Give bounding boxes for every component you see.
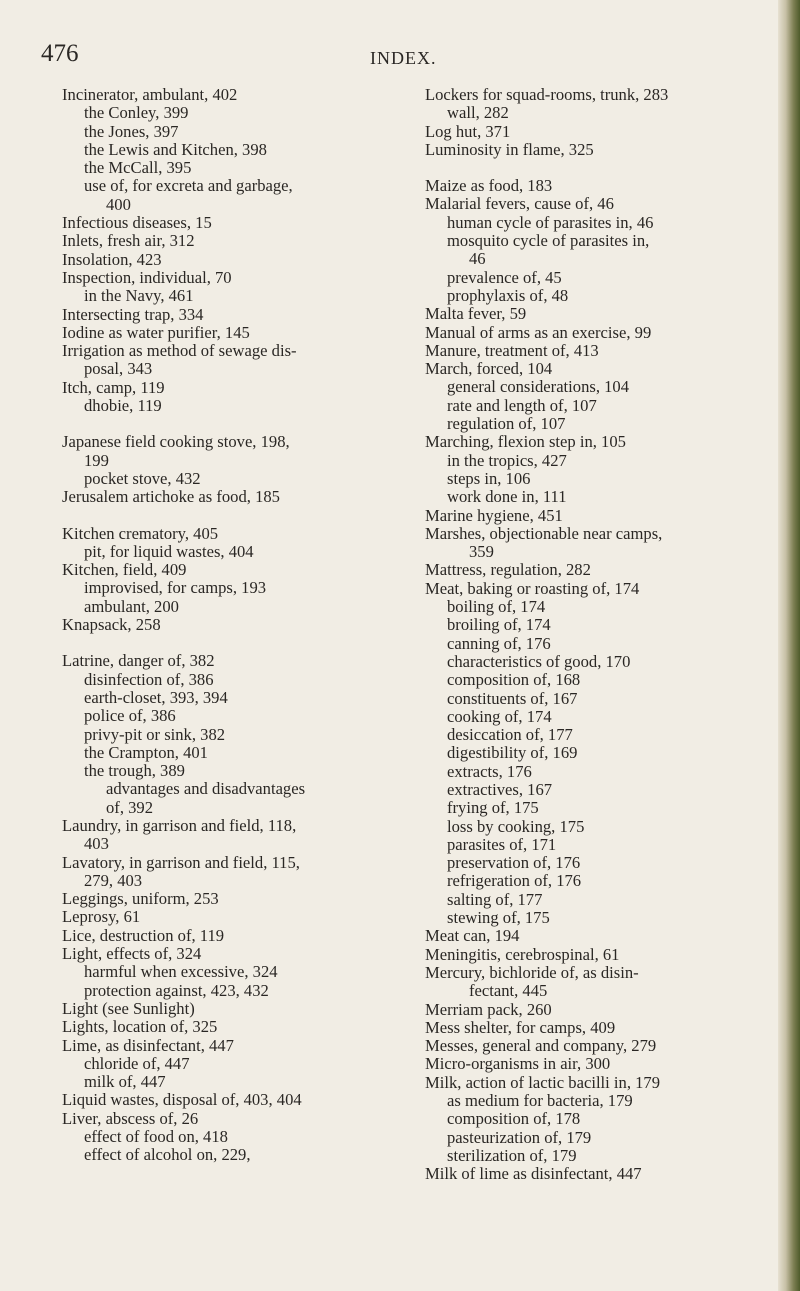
index-subentry: prevalence of, 45: [447, 267, 562, 287]
index-subentry: earth-closet, 393, 394: [84, 687, 228, 707]
index-subentry: constituents of, 167: [447, 688, 578, 708]
page-number: 476: [41, 40, 79, 67]
index-entry: Milk, action of lactic bacilli in, 179: [425, 1072, 661, 1092]
index-subentry: 46: [469, 249, 486, 269]
index-subentry: parasites of, 171: [447, 834, 557, 854]
index-entry: Mess shelter, for camps, 409: [425, 1017, 616, 1037]
index-subentry: salting of, 177: [447, 889, 543, 909]
index-subentry: regulation of, 107: [447, 414, 566, 434]
index-subentry: boiling of, 174: [447, 597, 546, 617]
index-entry: Intersecting trap, 334: [62, 304, 204, 324]
index-entry: Knapsack, 258: [62, 615, 161, 635]
index-subentry: use of, for excreta and garbage,: [84, 176, 293, 196]
index-subentry: milk of, 447: [84, 1072, 166, 1092]
index-entry: Liquid wastes, disposal of, 403, 404: [62, 1090, 302, 1110]
index-entry: Kitchen crematory, 405: [62, 523, 219, 543]
index-subentry: frying of, 175: [447, 798, 539, 818]
index-subentry: composition of, 178: [447, 1109, 581, 1129]
index-subentry: the Jones, 397: [84, 121, 179, 141]
index-subentry: protection against, 423, 432: [84, 980, 269, 1000]
index-entry: Manual of arms as an exercise, 99: [425, 322, 652, 342]
index-subentry: in the Navy, 461: [84, 286, 194, 306]
index-subentry: of, 392: [106, 797, 154, 817]
section-gap: [425, 159, 785, 177]
index-subentry: general considerations, 104: [447, 377, 630, 397]
index-subentry: chloride of, 447: [84, 1053, 190, 1073]
index-subentry: refrigeration of, 176: [447, 871, 582, 891]
index-column-right: [425, 86, 785, 1184]
index-entry: Japanese field cooking stove, 198,: [62, 432, 290, 452]
index-subentry: as medium for bacteria, 179: [447, 1091, 633, 1111]
index-subentry: posal, 343: [84, 359, 153, 379]
index-entry: Milk of lime as disinfectant, 447: [425, 1164, 642, 1184]
index-entry: Meat, baking or roasting of, 174: [425, 578, 640, 598]
index-subentry: extracts, 176: [447, 761, 532, 781]
index-subentry: rate and length of, 107: [447, 395, 597, 415]
index-subentry: the trough, 389: [84, 761, 185, 781]
index-subentry: 279, 403: [84, 870, 143, 890]
index-column-left: [62, 86, 422, 1165]
index-entry: Marine hygiene, 451: [425, 505, 563, 525]
index-subentry: stewing of, 175: [447, 908, 550, 928]
index-subentry: loss by cooking, 175: [447, 816, 585, 836]
index-entry: Infectious diseases, 15: [62, 213, 212, 233]
page-title: INDEX.: [370, 48, 437, 68]
index-entry: Kitchen, field, 409: [62, 560, 187, 580]
index-subentry: 403: [84, 834, 109, 854]
index-entry: Marshes, objectionable near camps,: [425, 523, 663, 543]
index-subentry: canning of, 176: [447, 633, 551, 653]
index-subentry: 400: [106, 194, 131, 214]
index-subentry: the Lewis and Kitchen, 398: [84, 139, 267, 159]
index-entry: Jerusalem artichoke as food, 185: [62, 487, 280, 507]
index-entry: Iodine as water purifier, 145: [62, 322, 250, 342]
index-subentry: pit, for liquid wastes, 404: [84, 541, 254, 561]
index-entry: Lime, as disinfectant, 447: [62, 1035, 234, 1055]
index-subentry: desiccation of, 177: [447, 725, 573, 745]
index-subentry: 359: [469, 542, 494, 562]
index-subentry: cooking of, 174: [447, 706, 552, 726]
index-entry: Meat can, 194: [425, 926, 520, 946]
index-subentry: the Conley, 399: [84, 103, 189, 123]
index-entry: Liver, abscess of, 26: [62, 1108, 199, 1128]
section-gap: [62, 415, 422, 433]
index-entry: Lice, destruction of, 119: [62, 925, 225, 945]
index-subentry: wall, 282: [447, 103, 509, 123]
index-subentry: dhobie, 119: [84, 396, 162, 416]
index-subentry: improvised, for camps, 193: [84, 578, 267, 598]
index-entry: Micro-organisms in air, 300: [425, 1054, 611, 1074]
index-entry: Light (see Sunlight): [62, 998, 195, 1018]
index-subentry: police of, 386: [84, 706, 176, 726]
index-subentry: fectant, 445: [469, 981, 548, 1001]
index-subentry: pocket stove, 432: [84, 468, 201, 488]
index-subentry: 199: [84, 450, 109, 470]
section-gap: [62, 507, 422, 525]
index-entry: Irrigation as method of sewage dis-: [62, 341, 297, 361]
index-entry: Marching, flexion step in, 105: [425, 432, 626, 452]
index-entry: Mattress, regulation, 282: [425, 560, 591, 580]
index-entry: Maize as food, 183: [425, 176, 553, 196]
index-subentry: extractives, 167: [447, 779, 553, 799]
index-subentry: disinfection of, 386: [84, 669, 214, 689]
index-entry: Meningitis, cerebrospinal, 61: [425, 944, 620, 964]
index-entry: March, forced, 104: [425, 359, 553, 379]
index-subentry: harmful when excessive, 324: [84, 962, 278, 982]
index-subentry: in the tropics, 427: [447, 450, 567, 470]
index-entry: Latrine, danger of, 382: [62, 651, 215, 671]
index-entry: Lockers for squad-rooms, trunk, 283: [425, 85, 669, 104]
index-entry: Leprosy, 61: [62, 907, 141, 927]
index-entry: Merriam pack, 260: [425, 999, 552, 1019]
index-entry: Itch, camp, 119: [62, 377, 165, 397]
index-subentry: work done in, 111: [447, 487, 567, 507]
index-subentry: prophylaxis of, 48: [447, 285, 569, 305]
index-entry: Inspection, individual, 70: [62, 267, 232, 287]
page-edge: [778, 0, 800, 1291]
index-subentry: the Crampton, 401: [84, 742, 208, 762]
index-entry: Manure, treatment of, 413: [425, 340, 599, 360]
index-entry: Mercury, bichloride of, as disin-: [425, 962, 639, 982]
index-subentry: human cycle of parasites in, 46: [447, 212, 654, 232]
index-subentry: effect of alcohol on, 229,: [84, 1145, 251, 1165]
index-entry: Inlets, fresh air, 312: [62, 231, 195, 251]
index-entry: Messes, general and company, 279: [425, 1036, 657, 1056]
index-subentry: sterilization of, 179: [447, 1145, 577, 1165]
index-subentry: digestibility of, 169: [447, 743, 578, 763]
index-subentry: broiling of, 174: [447, 615, 551, 635]
index-subentry: composition of, 168: [447, 670, 581, 690]
index-entry: Laundry, in garrison and field, 118,: [62, 815, 297, 835]
index-subentry: privy-pit or sink, 382: [84, 724, 226, 744]
index-subentry: ambulant, 200: [84, 596, 179, 616]
index-entry: Luminosity in flame, 325: [425, 139, 594, 159]
index-subentry: steps in, 106: [447, 468, 531, 488]
index-entry: Malarial fevers, cause of, 46: [425, 194, 614, 214]
index-entry: Lights, location of, 325: [62, 1017, 218, 1037]
index-subentry: advantages and disadvantages: [106, 779, 306, 799]
index-entry: Lavatory, in garrison and field, 115,: [62, 852, 300, 872]
index-entry: Leggings, uniform, 253: [62, 889, 219, 909]
index-entry: Incinerator, ambulant, 402: [62, 85, 238, 104]
index-subentry: the McCall, 395: [84, 158, 192, 178]
section-gap: [62, 634, 422, 652]
index-subentry: effect of food on, 418: [84, 1127, 228, 1147]
index-subentry: mosquito cycle of parasites in,: [447, 231, 650, 251]
index-subentry: pasteurization of, 179: [447, 1127, 592, 1147]
index-subentry: preservation of, 176: [447, 853, 581, 873]
index-subentry: characteristics of good, 170: [447, 651, 631, 671]
index-entry: Insolation, 423: [62, 249, 162, 269]
index-entry: Light, effects of, 324: [62, 944, 202, 964]
index-entry: Malta fever, 59: [425, 304, 527, 324]
index-entry: Log hut, 371: [425, 121, 511, 141]
